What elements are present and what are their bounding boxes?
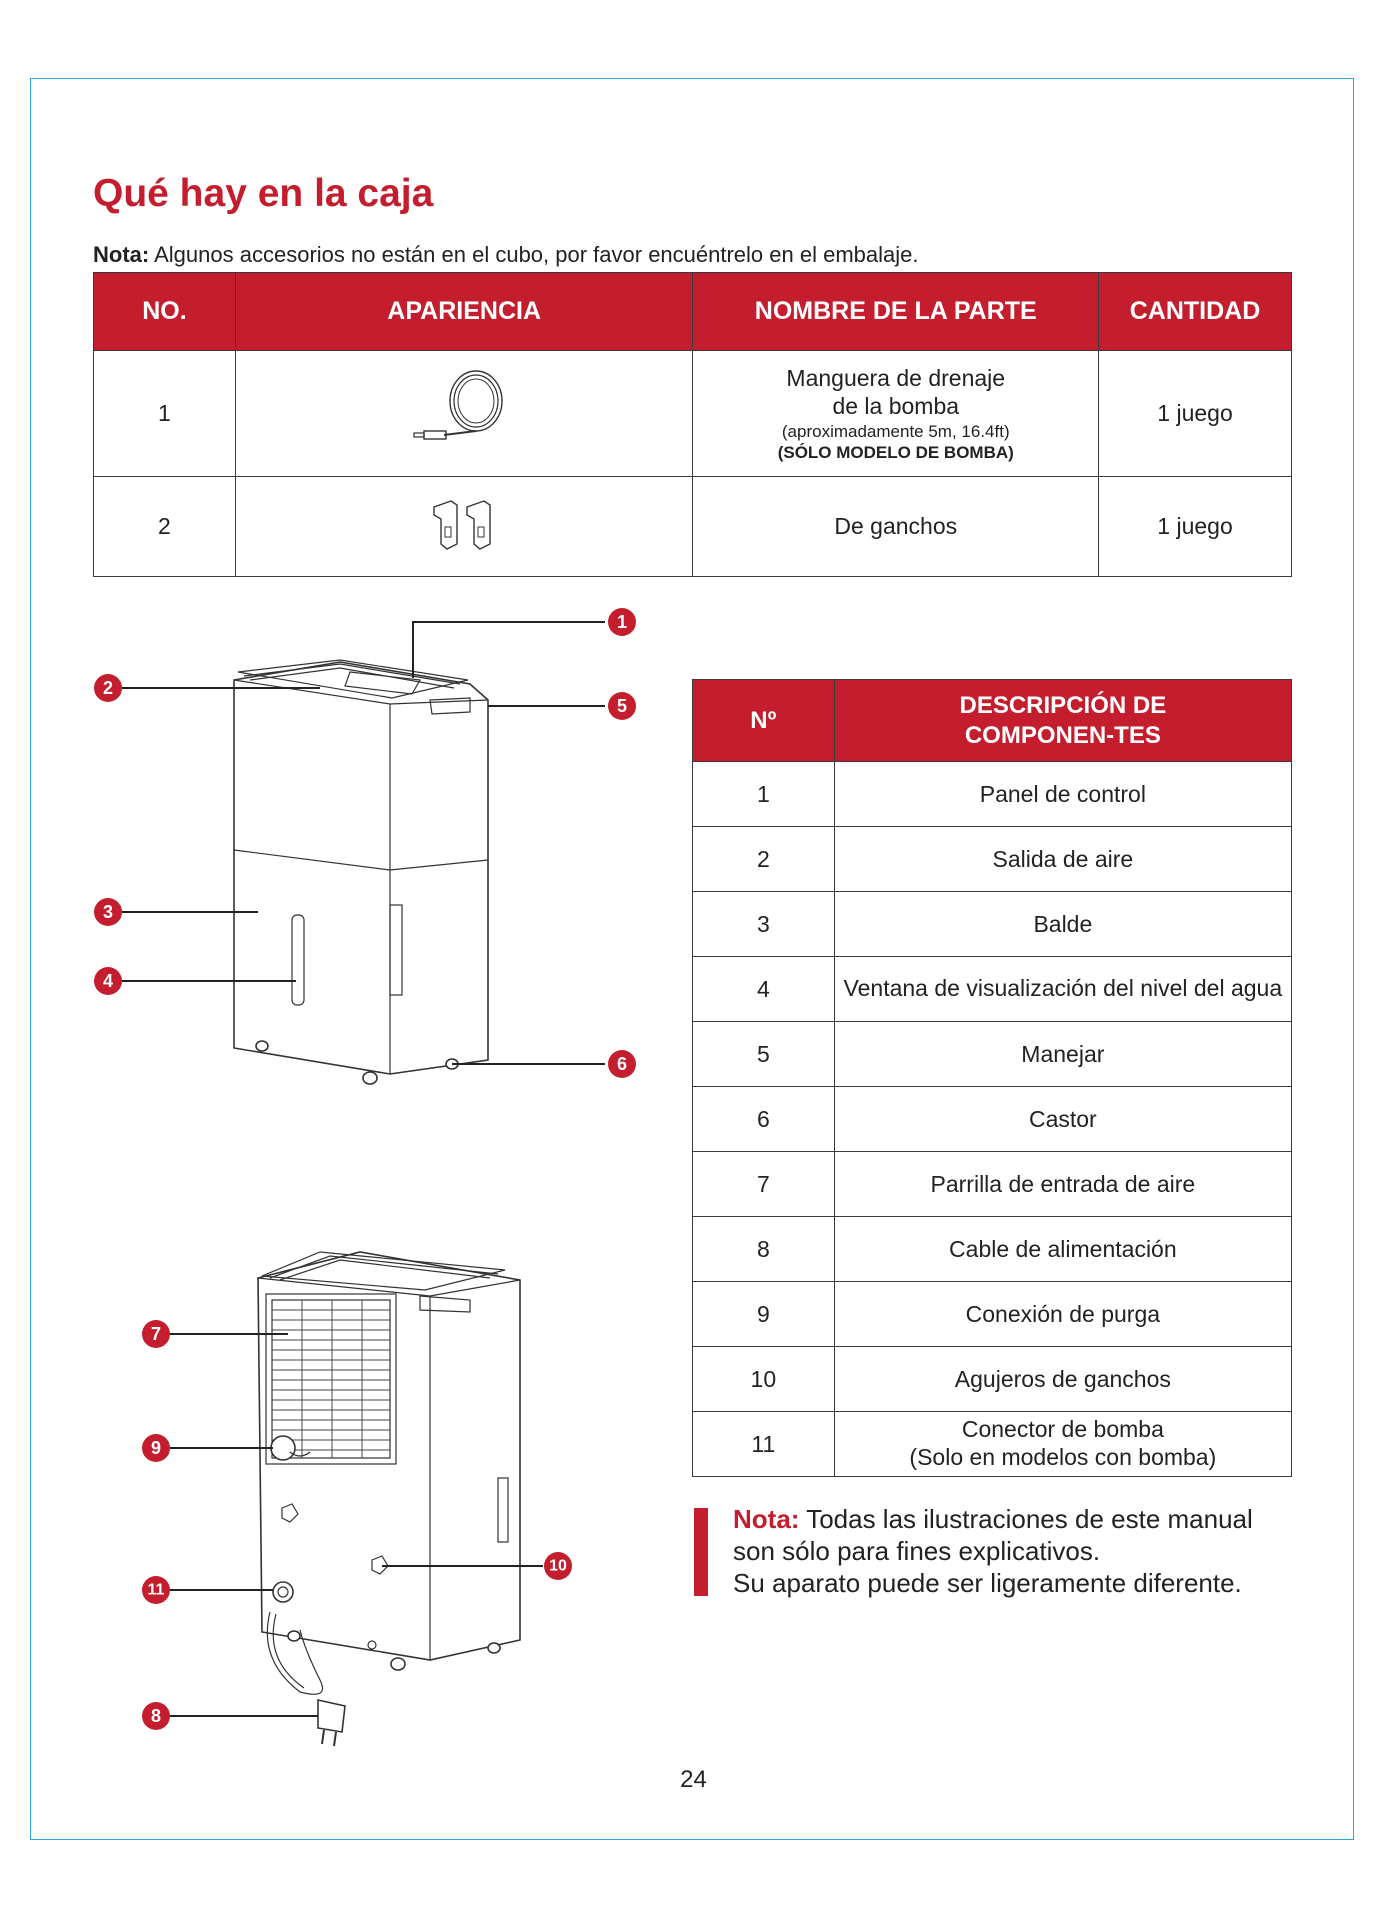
table-row bbox=[693, 1412, 1292, 1477]
row-no: 1 bbox=[693, 762, 835, 827]
part-name-cell: De ganchos bbox=[693, 477, 1099, 577]
callout-8-label: 8 bbox=[150, 1706, 162, 1726]
components-table bbox=[692, 679, 1292, 1477]
table-row bbox=[693, 957, 1292, 1022]
row-desc: Conexión de purga bbox=[834, 1282, 1291, 1347]
row-no: 10 bbox=[693, 1347, 835, 1412]
note-top-label: Nota: bbox=[93, 242, 150, 267]
table-row bbox=[693, 1282, 1292, 1347]
table-row bbox=[693, 1217, 1292, 1282]
callout-1 bbox=[608, 608, 636, 636]
row-no: 11 bbox=[693, 1412, 835, 1477]
callout-8 bbox=[142, 1702, 170, 1730]
row-desc: Castor bbox=[834, 1087, 1291, 1152]
row-desc: Manejar bbox=[834, 1022, 1291, 1087]
callout-9 bbox=[142, 1434, 170, 1462]
col-header-appearance: APARIENCIA bbox=[235, 273, 693, 351]
part-name-model-note: (SÓLO MODELO DE BOMBA) bbox=[777, 443, 1014, 463]
note-bottom-line2: son sólo para fines explicativos. bbox=[733, 1536, 1101, 1567]
col-header-part-name: NOMBRE DE LA PARTE bbox=[693, 273, 1099, 351]
col-header-no: NO. bbox=[94, 273, 236, 351]
row-no: 7 bbox=[693, 1152, 835, 1217]
row-qty: 1 juego bbox=[1099, 351, 1292, 477]
col-header-number: Nº bbox=[693, 680, 835, 762]
callout-9-label: 9 bbox=[150, 1438, 162, 1458]
row-desc: Agujeros de ganchos bbox=[834, 1347, 1291, 1412]
note-bottom-line1: Todas las ilustraciones de este manual bbox=[799, 1504, 1253, 1534]
callout-10 bbox=[544, 1552, 572, 1580]
note-bottom-label: Nota: bbox=[733, 1504, 800, 1534]
part-name-line1: Manguera de drenaje bbox=[786, 364, 1006, 391]
part-name-detail: (aproximadamente 5m, 16.4ft) bbox=[781, 422, 1010, 441]
callout-2 bbox=[94, 674, 122, 702]
callout-10-label: 10 bbox=[549, 1557, 567, 1575]
row-no: 1 bbox=[94, 351, 236, 477]
row-no: 3 bbox=[693, 892, 835, 957]
table-row bbox=[693, 1347, 1292, 1412]
row-no: 2 bbox=[693, 827, 835, 892]
row-desc: Parrilla de entrada de aire bbox=[834, 1152, 1291, 1217]
table-row bbox=[693, 762, 1292, 827]
row-qty: 1 juego bbox=[1099, 477, 1292, 577]
page-number: 24 bbox=[680, 1766, 707, 1793]
callout-5-label: 5 bbox=[616, 696, 628, 716]
col-header-quantity: CANTIDAD bbox=[1099, 273, 1292, 351]
col-header-description bbox=[834, 680, 1291, 762]
note-accent-bar bbox=[694, 1508, 708, 1596]
row-no: 9 bbox=[693, 1282, 835, 1347]
row-no: 4 bbox=[693, 957, 835, 1022]
row-desc: Panel de control bbox=[834, 762, 1291, 827]
table-row bbox=[693, 1152, 1292, 1217]
row-desc bbox=[834, 1412, 1291, 1477]
table-row bbox=[693, 827, 1292, 892]
callout-2-label: 2 bbox=[102, 678, 114, 698]
callout-11 bbox=[142, 1576, 170, 1604]
row-desc: Cable de alimentación bbox=[834, 1217, 1291, 1282]
row-no: 6 bbox=[693, 1087, 835, 1152]
note-top-text: Algunos accesorios no están en el cubo, por favor encuéntrelo en el embalaje. bbox=[149, 242, 919, 267]
callout-7-label: 7 bbox=[150, 1324, 162, 1344]
callout-4-label: 4 bbox=[102, 971, 114, 991]
row-no: 5 bbox=[693, 1022, 835, 1087]
callout-11-label: 11 bbox=[147, 1581, 165, 1599]
row-desc: Salida de aire bbox=[834, 827, 1291, 892]
back-view-illustration bbox=[258, 1252, 520, 1746]
table-row bbox=[693, 1087, 1292, 1152]
part-name-line2: de la bomba bbox=[832, 393, 960, 420]
table-row bbox=[693, 892, 1292, 957]
callout-6 bbox=[608, 1050, 636, 1078]
callout-3-label: 3 bbox=[102, 902, 114, 922]
row-desc-line1: Conector de bomba bbox=[961, 1416, 1164, 1443]
header-desc-line1: DESCRIPCIÓN DE bbox=[959, 691, 1167, 719]
row-desc: Ventana de visualización del nivel del agua bbox=[834, 957, 1291, 1022]
note-bottom-line3: Su aparato puede ser ligeramente diferente. bbox=[733, 1568, 1242, 1599]
callout-4 bbox=[94, 967, 122, 995]
callout-3 bbox=[94, 898, 122, 926]
callout-7 bbox=[142, 1320, 170, 1348]
row-desc-line2: (Solo en modelos con bomba) bbox=[909, 1444, 1217, 1470]
page-title: Qué hay en la caja bbox=[93, 172, 434, 215]
callout-6-label: 6 bbox=[616, 1054, 628, 1074]
table-row bbox=[693, 1022, 1292, 1087]
callout-lead-1 bbox=[413, 622, 605, 678]
callout-5 bbox=[608, 692, 636, 720]
header-desc-line2: COMPONEN-TES bbox=[964, 721, 1161, 749]
row-no: 2 bbox=[94, 477, 236, 577]
row-no: 8 bbox=[693, 1217, 835, 1282]
row-desc: Balde bbox=[834, 892, 1291, 957]
front-view-illustration bbox=[234, 660, 488, 1084]
note-bottom bbox=[733, 1503, 1253, 1600]
callout-1-label: 1 bbox=[616, 612, 628, 632]
